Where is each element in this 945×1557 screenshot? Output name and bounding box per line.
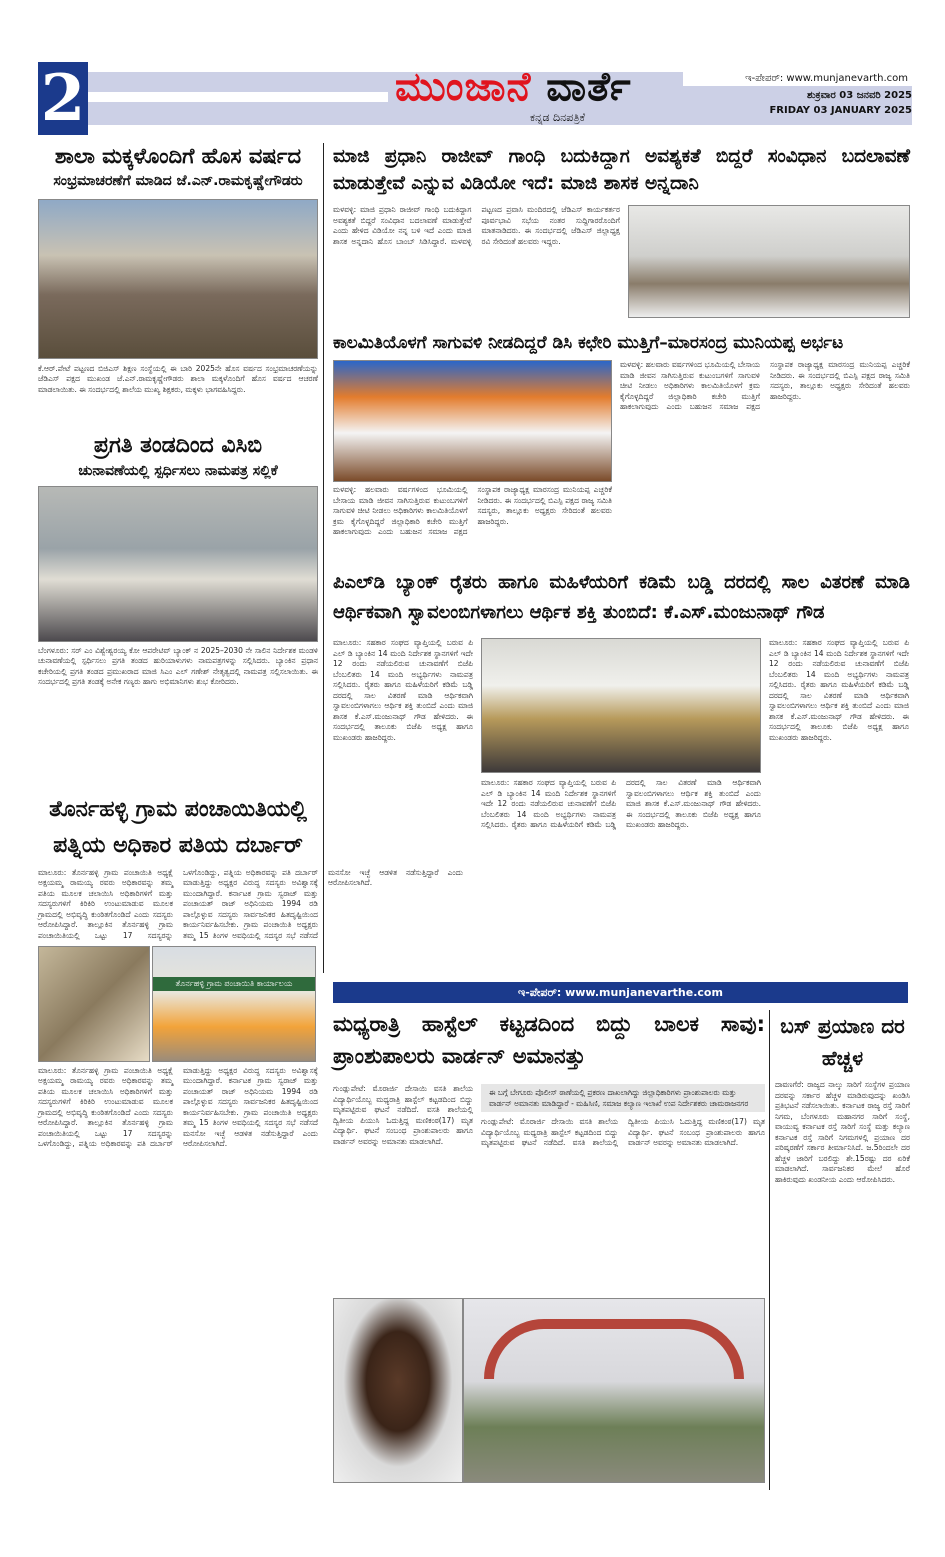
photo-panchayat-office [152, 946, 316, 1062]
body-pragati: ಬೆಂಗಳೂರು: ಸರ್ ಎಂ ವಿಶ್ವೇಶ್ವರಯ್ಯ ಕೋ ಆಪರೇಟಿವ್ ಬ್ಯಾಂಕ್ ನ 2025–2030 ನೇ ಸಾಲಿನ ನಿರ್ದೇಶಕ ಮಂಡಳಿ ಚುನಾವಣೆಯಲ್ಲಿ ಸ್ಪರ್ಧಿಸಲು ಪ್ರಗತಿ ತಂಡದ ಹುರಿಯಾಳುಗಳು ನಾಮಪತ್ರಗಳನ್ನು ಸಲ್ಲಿಸಿದರು. ಬ್ಯಾಂಕಿನ ಪ್ರಧಾನ ಕಚೇರಿಯಲ್ಲಿ ಪ್ರಗತಿ ತಂಡದ ಪ್ರಮುಖರಾದ ಮಾಜಿ ಸಿಎಂ ಎಲ್ ಗಣೇಶ್ ನೇತೃತ್ವದಲ್ಲಿ ನಾಮಪತ್ರ ಸಲ್ಲಿಸಲಾಯಿತು. ಈ ಸಂದರ್ಭದಲ್ಲಿ ಪ್ರಗತಿ ತಂಡಕ್ಕೆ ಅನೇಕ ಗಣ್ಯರು ಹಾಗು ಅಭಿಮಾನಿಗಳು ಶುಭ ಕೋರಿದರು. [38, 645, 318, 687]
epaper-banner[interactable]: ಇ-ಪೇಪರ್: www.munjanevarthe.com [333, 982, 908, 1003]
body-munniyappa-lower: ಮಳವಳ್ಳಿ: ಹಲವಾರು ವರ್ಷಗಳಿಂದ ಭೂಮಿಯಲ್ಲಿ ಬೇಸಾಯ ಮಾಡಿ ಜೀವನ ಸಾಗಿಸುತ್ತಿರುವ ಕುಟುಂಬಗಳಿಗೆ ಸಾಗುವಳಿ ಚೀಟಿ ನೀಡಲು ಅಧಿಕಾರಿಗಳು ಕಾಲಮಿತಿಯೊಳಗೆ ಕ್ರಮ ಕೈಗೊಳ್ಳದಿದ್ದರೆ ಜಿಲ್ಲಾಧಿಕಾರಿ ಕಚೇರಿ ಮುತ್ತಿಗೆ ಹಾಕಲಾಗುವುದು ಎಂದು ಬಹುಜನ ಸಮಾಜ ಪಕ್ಷದ ಸಂಸ್ಥಾಪಕ ರಾಜ್ಯಾಧ್ಯಕ್ಷ ಮಾರಸಂದ್ರ ಮುನಿಯಪ್ಪ ಎಚ್ಚರಿಕೆ ನೀಡಿದರು. ಈ ಸಂದರ್ಭದಲ್ಲಿ ಬಿಎಸ್ಪಿ ಪಕ್ಷದ ರಾಜ್ಯ ಸಮಿತಿ ಸದಸ್ಯರು, ತಾಲ್ಲೂಕು ಅಧ್ಯಕ್ಷರು ಸೇರಿದಂತೆ ಹಲವರು ಹಾಜರಿದ್ದರು. [333, 485, 612, 537]
photo-man-reading [38, 946, 150, 1062]
column-divider [323, 143, 324, 973]
munniyappa-left [333, 360, 612, 558]
page-number: 2 [38, 62, 88, 135]
right-column-upper [333, 143, 910, 975]
body-pld-bank-left: ಮಾಲೂರು: ಸಹಕಾರ ಸಂಘದ ವ್ಯಾಪ್ತಿಯಲ್ಲಿ ಬರುವ ಪಿ ಎಲ್ ಡಿ ಬ್ಯಾಂಕಿನ 14 ಮಂದಿ ನಿರ್ದೇಶಕ ಸ್ಥಾನಗಳಿಗೆ ಇದೇ 12 ರಂದು ನಡೆಯಲಿರುವ ಚುನಾವಣೆಗೆ ಬಿಜೆಪಿ ಬೆಂಬಲಿತರು 14 ಮಂದಿ ಅಭ್ಯರ್ಥಿಗಳು ನಾಮಪತ್ರ ಸಲ್ಲಿಸಿದರು. ರೈತರು ಹಾಗೂ ಮಹಿಳೆಯರಿಗೆ ಕಡಿಮೆ ಬಡ್ಡಿ ದರದಲ್ಲಿ ಸಾಲ ವಿತರಣೆ ಮಾಡಿ ಆರ್ಥಿಕವಾಗಿ ಸ್ವಾವಲಂಬಿಗಳಾಗಲು ಆರ್ಥಿಕ ಶಕ್ತಿ ತುಂಬಿದೆ ಎಂದು ಮಾಜಿ ಶಾಸಕ ಕೆ.ಎಸ್.ಮಂಜುನಾಥ್ ಗೌಡ ಹೇಳಿದರು. ಈ ಸಂದರ್ಭದಲ್ಲಿ ತಾಲೂಕು ಬಿಜೆಪಿ ಅಧ್ಯಕ್ಷ ಹಾಗೂ ಮುಖಂಡರು ಹಾಜರಿದ್ದರು. [333, 638, 473, 742]
date-kannada: ಶುಕ್ರವಾರ 03 ಜನವರಿ 2025 [807, 90, 912, 101]
date-english: FRIDAY 03 JANUARY 2025 [769, 105, 912, 116]
body-thornahalli-top: ಮಾಲೂರು: ತೊರ್ನಹಳ್ಳಿ ಗ್ರಾಮ ಪಂಚಾಯಿತಿ ಅಧ್ಯಕ್ಷೆ ಅಕ್ಷಯಮ್ಮ ರಾಮಯ್ಯ ರವರು ಅಧಿಕಾರವನ್ನು ತಮ್ಮ ಪತಿಯ ಮೂಲಕ ಚಲಾಯಿಸಿ ಅಧಿಕಾರಿಗಳಿಗೆ ಮತ್ತು ಸದಸ್ಯರುಗಳಿಗೆ ಕಿರಿಕಿರಿ ಉಂಟುಮಾಡುವ ಮೂಲಕ ಗ್ರಾಮದಲ್ಲಿ ಅಭಿವೃದ್ಧಿ ಕುಂಠಿತಗೊಂಡಿದೆ ಎಂದು ಸದಸ್ಯರು ಆರೋಪಿಸಿದ್ದಾರೆ. ತಾಲ್ಲೂಕಿನ ತೊರ್ನಹಳ್ಳಿ ಗ್ರಾಮ ಪಂಚಾಯಿತಿಯಲ್ಲಿ ಒಟ್ಟು 17 ಸದಸ್ಯರನ್ನು ಒಳಗೊಂಡಿದ್ದು, ಪತ್ನಿಯ ಅಧಿಕಾರವನ್ನು ಪತಿ ದರ್ಬಾರ್ ಮಾಡುತ್ತಿದ್ದು ಅಧ್ಯಕ್ಷರ ವಿರುದ್ಧ ಸದಸ್ಯರು ಅವಿಶ್ವಾಸಕ್ಕೆ ಮುಂದಾಗಿದ್ದಾರೆ. ಕರ್ನಾಟಕ ಗ್ರಾಮ ಸ್ವರಾಜ್ ಮತ್ತು ಪಂಚಾಯತ್ ರಾಜ್ ಅಧಿನಿಯಮ 1994 ರಡಿ ಪಾಲ್ಗೊಳ್ಳುವ ಸದಸ್ಯರು ಸಾರ್ವಜನಿಕರ ಹಿತದೃಷ್ಟಿಯಿಂದ ಕಾರ್ಯನಿರ್ವಹಿಸಬೇಕು. ಗ್ರಾಮ ಪಂಚಾಯಿತಿ ಅಧ್ಯಕ್ಷರು ತಮ್ಮ 15 ತಿಂಗಳ ಅವಧಿಯಲ್ಲಿ ಸದಸ್ಯರ ಸಭೆ ನಡೆಸದೆ ಮನಸೋ ಇಚ್ಛೆ ಆಡಳಿತ ನಡೆಸುತ್ತಿದ್ದಾರೆ ಎಂದು ಆರೋಪಿಸಲಾಗಿದೆ. [38, 867, 463, 940]
photo-school-celebration [38, 199, 318, 359]
subhead-pragati: ಚುನಾವಣೆಯಲ್ಲಿ ಸ್ಪರ್ಧಿಸಲು ನಾಮಪತ್ರ ಸಲ್ಲಿಕೆ [78, 463, 278, 480]
munniyappa-row [333, 360, 910, 558]
pld-row [333, 638, 910, 975]
photo-school-arch [463, 1298, 765, 1483]
hostel-right [481, 1084, 765, 1292]
headline-pragati: ಪ್ರಗತಿ ತಂಡದಿಂದ ವಿಸಿಬಿ [93, 432, 263, 458]
panchayat-sign: ತೊರ್ನಹಳ್ಳಿ ಗ್ರಾಮ ಪಂಚಾಯಿತಿ ಕಾರ್ಯಾಲಯ [153, 977, 315, 991]
body-pld-bank-right: ಮಾಲೂರು: ಸಹಕಾರ ಸಂಘದ ವ್ಯಾಪ್ತಿಯಲ್ಲಿ ಬರುವ ಪಿ ಎಲ್ ಡಿ ಬ್ಯಾಂಕಿನ 14 ಮಂದಿ ನಿರ್ದೇಶಕ ಸ್ಥಾನಗಳಿಗೆ ಇದೇ 12 ರಂದು ನಡೆಯಲಿರುವ ಚುನಾವಣೆಗೆ ಬಿಜೆಪಿ ಬೆಂಬಲಿತರು 14 ಮಂದಿ ಅಭ್ಯರ್ಥಿಗಳು ನಾಮಪತ್ರ ಸಲ್ಲಿಸಿದರು. ರೈತರು ಹಾಗೂ ಮಹಿಳೆಯರಿಗೆ ಕಡಿಮೆ ಬಡ್ಡಿ ದರದಲ್ಲಿ ಸಾಲ ವಿತರಣೆ ಮಾಡಿ ಆರ್ಥಿಕವಾಗಿ ಸ್ವಾವಲಂಬಿಗಳಾಗಲು ಆರ್ಥಿಕ ಶಕ್ತಿ ತುಂಬಿದೆ ಎಂದು ಮಾಜಿ ಶಾಸಕ ಕೆ.ಎಸ್.ಮಂಜುನಾಥ್ ಗೌಡ ಹೇಳಿದರು. ಈ ಸಂದರ್ಭದಲ್ಲಿ ತಾಲೂಕು ಬಿಜೆಪಿ ಅಧ್ಯಕ್ಷ ಹಾಗೂ ಮುಖಂಡರು ಹಾಜರಿದ್ದರು. [769, 638, 909, 742]
body-hostel-death-2: ಗುಂಡ್ಲುಪೇಟೆ: ಮೊರಾರ್ಜಿ ದೇಸಾಯಿ ವಸತಿ ಶಾಲೆಯ ವಿದ್ಯಾರ್ಥಿಯೊಬ್ಬ ಮಧ್ಯರಾತ್ರಿ ಹಾಸ್ಟೆಲ್ ಕಟ್ಟಡದಿಂದ ಬಿದ್ದು ಮೃತಪಟ್ಟಿರುವ ಘಟನೆ ನಡೆದಿದೆ. ವಸತಿ ಶಾಲೆಯಲ್ಲಿ ದ್ವಿತೀಯ ಪಿಯುಸಿ ಓದುತ್ತಿದ್ದ ಮಣಿಕಂಠ(17) ಮೃತ ವಿದ್ಯಾರ್ಥಿ. ಘಟನೆ ಸಂಬಂಧ ಪ್ರಾಂಶುಪಾಲರು ಹಾಗೂ ವಾರ್ಡನ್ ಅವರನ್ನು ಅಮಾನತು ಮಾಡಲಾಗಿದೆ. [481, 1117, 765, 1147]
logo-black: ವಾರ್ತೆ [546, 64, 632, 110]
headline-munniyappa: ಕಾಲಮಿತಿಯೊಳಗೆ ಸಾಗುವಳಿ ನೀಡದಿದ್ದರೆ ಡಿಸಿ ಕಛೇರಿ ಮುತ್ತಿಗೆ–ಮಾರಸಂದ್ರ ಮುನಿಯಪ್ಪ ಅರ್ಭಟ [333, 333, 844, 353]
column-divider-bus [769, 1010, 770, 1490]
epaper-url[interactable]: ಇ-ಪೇಪರ್: www.munjanevarth.com [683, 72, 912, 86]
bus-fare-article [775, 1010, 910, 1492]
body-annadani: ಮಳವಳ್ಳಿ: ಮಾಜಿ ಪ್ರಧಾನಿ ರಾಜೀವ್ ಗಾಂಧಿ ಬದುಕಿದ್ದಾಗ ಅವಶ್ಯಕತೆ ಬಿದ್ದರೆ ಸಂವಿಧಾನ ಬದಲಾವಣೆ ಮಾಡುತ್ತೇವೆ ಎಂದು ಹೇಳಿದ ವಿಡಿಯೋ ನನ್ನ ಬಳಿ ಇದೆ ಎಂದು ಮಾಜಿ ಶಾಸಕ ಅನ್ನದಾನಿ ಹೊಸ ಬಾಂಬ್ ಸಿಡಿಸಿದ್ದಾರೆ. ಮಳವಳ್ಳಿ ಪಟ್ಟಣದ ಪ್ರವಾಸಿ ಮಂದಿರದಲ್ಲಿ ಜೆಡಿಎಸ್ ಕಾರ್ಯಕರ್ತರ ಪೂರ್ವಭಾವಿ ಸಭೆಯ ನಂತರ ಸುದ್ದಿಗಾರರೊಂದಿಗೆ ಮಾತನಾಡಿದರು. ಈ ಸಂದರ್ಭದಲ್ಲಿ ಜೆಡಿಎಸ್ ಜಿಲ್ಲಾಧ್ಯಕ್ಷ ರವಿ ಸೇರಿದಂತೆ ಹಲವರು ಇದ್ದರು. [333, 205, 620, 246]
quote-box: ಈ ಬಗ್ಗೆ ಬೇಗೂರು ಪೊಲೀಸ್ ಠಾಣೆಯಲ್ಲಿ ಪ್ರಕರಣ ದಾಖಲಾಗಿದ್ದು ಜಿಲ್ಲಾಧಿಕಾರಿಗಳು ಪ್ರಾಂಶುಪಾಲರು ಮತ್ತು ವಾರ್ಡನ್ ಅಮಾನತು ಮಾಡಿದ್ದಾರೆ - ಮಹಿಸಿಣಿ, ಸಮಾಜ ಕಲ್ಯಾಣ ಇಲಾಖೆ ಉಪ ನಿರ್ದೇಶಕರು ಚಾಮರಾಜನಗರ [481, 1084, 765, 1112]
headline-hostel-death: ಮಧ್ಯರಾತ್ರಿ ಹಾಸ್ಟೆಲ್ ಕಟ್ಟಡದಿಂದ ಬಿದ್ದು ಬಾಲಕ ಸಾವು: ಪ್ರಾಂಶುಪಾಲರು ವಾರ್ಡನ್ ಅಮಾನತ್ತು [333, 1012, 765, 1068]
masthead-stripe [88, 92, 388, 102]
hostel-article [333, 1008, 765, 1483]
hostel-photo-row [333, 1298, 765, 1483]
body-thornahalli: ಮಾಲೂರು: ತೊರ್ನಹಳ್ಳಿ ಗ್ರಾಮ ಪಂಚಾಯಿತಿ ಅಧ್ಯಕ್ಷೆ ಅಕ್ಷಯಮ್ಮ ರಾಮಯ್ಯ ರವರು ಅಧಿಕಾರವನ್ನು ತಮ್ಮ ಪತಿಯ ಮೂಲಕ ಚಲಾಯಿಸಿ ಅಧಿಕಾರಿಗಳಿಗೆ ಮತ್ತು ಸದಸ್ಯರುಗಳಿಗೆ ಕಿರಿಕಿರಿ ಉಂಟುಮಾಡುವ ಮೂಲಕ ಗ್ರಾಮದಲ್ಲಿ ಅಭಿವೃದ್ಧಿ ಕುಂಠಿತಗೊಂಡಿದೆ ಎಂದು ಸದಸ್ಯರು ಆರೋಪಿಸಿದ್ದಾರೆ. ತಾಲ್ಲೂಕಿನ ತೊರ್ನಹಳ್ಳಿ ಗ್ರಾಮ ಪಂಚಾಯಿತಿಯಲ್ಲಿ ಒಟ್ಟು 17 ಸದಸ್ಯರನ್ನು ಒಳಗೊಂಡಿದ್ದು, ಪತ್ನಿಯ ಅಧಿಕಾರವನ್ನು ಪತಿ ದರ್ಬಾರ್ ಮಾಡುತ್ತಿದ್ದು ಅಧ್ಯಕ್ಷರ ವಿರುದ್ಧ ಸದಸ್ಯರು ಅವಿಶ್ವಾಸಕ್ಕೆ ಮುಂದಾಗಿದ್ದಾರೆ. ಕರ್ನಾಟಕ ಗ್ರಾಮ ಸ್ವರಾಜ್ ಮತ್ತು ಪಂಚಾಯತ್ ರಾಜ್ ಅಧಿನಿಯಮ 1994 ರಡಿ ಪಾಲ್ಗೊಳ್ಳುವ ಸದಸ್ಯರು ಸಾರ್ವಜನಿಕರ ಹಿತದೃಷ್ಟಿಯಿಂದ ಕಾರ್ಯನಿರ್ವಹಿಸಬೇಕು. ಗ್ರಾಮ ಪಂಚಾಯಿತಿ ಅಧ್ಯಕ್ಷರು ತಮ್ಮ 15 ತಿಂಗಳ ಅವಧಿಯಲ್ಲಿ ಸದಸ್ಯರ ಸಭೆ ನಡೆಸದೆ ಮನಸೋ ಇಚ್ಛೆ ಆಡಳಿತ ನಡೆಸುತ್ತಿದ್ದಾರೆ ಎಂದು ಆರೋಪಿಸಲಾಗಿದೆ. [38, 1065, 318, 1149]
hostel-row [333, 1084, 765, 1292]
photo-annadani-meeting [628, 205, 910, 318]
thornahalli-photo-row [38, 946, 318, 1062]
logo-red: ಮುಂಜಾನೆ [395, 64, 532, 110]
body-hostel-death-1: ಗುಂಡ್ಲುಪೇಟೆ: ಮೊರಾರ್ಜಿ ದೇಸಾಯಿ ವಸತಿ ಶಾಲೆಯ ವಿದ್ಯಾರ್ಥಿಯೊಬ್ಬ ಮಧ್ಯರಾತ್ರಿ ಹಾಸ್ಟೆಲ್ ಕಟ್ಟಡದಿಂದ ಬಿದ್ದು ಮೃತಪಟ್ಟಿರುವ ಘಟನೆ ನಡೆದಿದೆ. ವಸತಿ ಶಾಲೆಯಲ್ಲಿ ದ್ವಿತೀಯ ಪಿಯುಸಿ ಓದುತ್ತಿದ್ದ ಮಣಿಕಂಠ(17) ಮೃತ ವಿದ್ಯಾರ್ಥಿ. ಘಟನೆ ಸಂಬಂಧ ಪ್ರಾಂಶುಪಾಲರು ಹಾಗೂ ವಾರ್ಡನ್ ಅವರನ್ನು ಅಮಾನತು ಮಾಡಲಾಗಿದೆ. [333, 1084, 473, 1146]
annadani-row [333, 205, 910, 321]
newspaper-logo [395, 66, 632, 108]
body-munniyappa: ಮಳವಳ್ಳಿ: ಹಲವಾರು ವರ್ಷಗಳಿಂದ ಭೂಮಿಯಲ್ಲಿ ಬೇಸಾಯ ಮಾಡಿ ಜೀವನ ಸಾಗಿಸುತ್ತಿರುವ ಕುಟುಂಬಗಳಿಗೆ ಸಾಗುವಳಿ ಚೀಟಿ ನೀಡಲು ಅಧಿಕಾರಿಗಳು ಕಾಲಮಿತಿಯೊಳಗೆ ಕ್ರಮ ಕೈಗೊಳ್ಳದಿದ್ದರೆ ಜಿಲ್ಲಾಧಿಕಾರಿ ಕಚೇರಿ ಮುತ್ತಿಗೆ ಹಾಕಲಾಗುವುದು ಎಂದು ಬಹುಜನ ಸಮಾಜ ಪಕ್ಷದ ಸಂಸ್ಥಾಪಕ ರಾಜ್ಯಾಧ್ಯಕ್ಷ ಮಾರಸಂದ್ರ ಮುನಿಯಪ್ಪ ಎಚ್ಚರಿಕೆ ನೀಡಿದರು. ಈ ಸಂದರ್ಭದಲ್ಲಿ ಬಿಎಸ್ಪಿ ಪಕ್ಷದ ರಾಜ್ಯ ಸಮಿತಿ ಸದಸ್ಯರು, ತಾಲ್ಲೂಕು ಅಧ್ಯಕ್ಷರು ಸೇರಿದಂತೆ ಹಲವರು ಹಾಜರಿದ್ದರು. [620, 360, 910, 412]
caption-school-newyear: ಕೆ.ಆರ್.ಪೇಟೆ ಪಟ್ಟಣದ ಬಿಜಿಎಸ್ ಶಿಕ್ಷಣ ಸಂಸ್ಥೆಯಲ್ಲಿ ಈ ಬಾರಿ 2025ನೇ ಹೊಸ ವರ್ಷದ ಸಂಭ್ರಮಾಚರಣೆಯನ್ನು ಜೆಡಿಎಸ್ ಪಕ್ಷದ ಮುಖಂಡ ಜೆ.ಎನ್.ರಾಮಕೃಷ್ಣೇಗೌಡರು ಶಾಲಾ ಮಕ್ಕಳೊಂದಿಗೆ ಹೊಸ ವರ್ಷದ ಆಚರಣೆ ಮಾಡಲಾಯಿತು. ಈ ಸಂದರ್ಭದಲ್ಲಿ ಶಾಲೆಯ ಮುಖ್ಯ ಶಿಕ್ಷಕರು, ಮಕ್ಕಳು ಭಾಗವಹಿಸಿದ್ದರು. [38, 363, 318, 394]
headline-school-newyear: ಶಾಲಾ ಮಕ್ಕಳೊಂದಿಗೆ ಹೊಸ ವರ್ಷದ [54, 144, 302, 168]
headline-thornahalli: ತೊರ್ನಹಳ್ಳಿ ಗ್ರಾಮ ಪಂಚಾಯಿತಿಯಲ್ಲಿ ಪತ್ನಿಯ ಅಧಿಕಾರ ಪತಿಯ ದರ್ಬಾರ್ [49, 796, 307, 858]
photo-bsp-meeting [333, 360, 612, 482]
headline-annadani: ಮಾಜಿ ಪ್ರಧಾನಿ ರಾಜೀವ್ ಗಾಂಧಿ ಬದುಕಿದ್ದಾಗ ಅವಶ್ಯಕತೆ ಬಿದ್ದರೆ ಸಂವಿಧಾನ ಬದಲಾವಣೆ ಮಾಡುತ್ತೇವೆ ಎನ್ನುವ ವಿಡಿಯೋ ಇದೆ: ಮಾಜಿ ಶಾಸಕ ಅನ್ನದಾನಿ [333, 146, 910, 194]
photo-student [333, 1298, 463, 1483]
headline-bus-fare: ಬಸ್ ಪ್ರಯಾಣ ದರ ಹೆಚ್ಚಳ [780, 1014, 905, 1070]
body-bus-fare: ದಾವಣಗೆರೆ: ರಾಜ್ಯದ ನಾಲ್ಕು ಸಾರಿಗೆ ಸಂಸ್ಥೆಗಳ ಪ್ರಯಾಣ ದರವನ್ನು ಸರ್ಕಾರ ಹೆಚ್ಚಳ ಮಾಡಿರುವುದನ್ನು ಖಂಡಿಸಿ ಪ್ರತಿಭಟನೆ ನಡೆಸಲಾಯಿತು. ಕರ್ನಾಟಕ ರಾಜ್ಯ ರಸ್ತೆ ಸಾರಿಗೆ ನಿಗಮ, ಬೆಂಗಳೂರು ಮಹಾನಗರ ಸಾರಿಗೆ ಸಂಸ್ಥೆ, ವಾಯುವ್ಯ ಕರ್ನಾಟಕ ರಸ್ತೆ ಸಾರಿಗೆ ಸಂಸ್ಥೆ ಮತ್ತು ಕಲ್ಯಾಣ ಕರ್ನಾಟಕ ರಸ್ತೆ ಸಾರಿಗೆ ನಿಗಮಗಳಲ್ಲಿ ಪ್ರಯಾಣ ದರ ಪರಿಷ್ಕರಣೆಗೆ ಸರ್ಕಾರ ತೀರ್ಮಾನಿಸಿದೆ. ಜ.5ರಿಂದಲೇ ದರ ಹೆಚ್ಚಳ ಜಾರಿಗೆ ಬರಲಿದ್ದು ಶೇ.15ರಷ್ಟು ದರ ಏರಿಕೆ ಮಾಡಲಾಗಿದೆ. ಸಾರ್ವಜನಿಕರ ಮೇಲೆ ಹೊರೆ ಹಾಕಿರುವುದು ಖಂಡನೀಯ ಎಂದು ಆರೋಪಿಸಿದರು. [775, 1080, 910, 1184]
arch-gate [484, 1319, 744, 1379]
headline-pld-bank: ಪಿಎಲ್‌ಡಿ ಬ್ಯಾಂಕ್ ರೈತರು ಹಾಗೂ ಮಹಿಳೆಯರಿಗೆ ಕಡಿಮೆ ಬಡ್ಡಿ ದರದಲ್ಲಿ ಸಾಲ ವಿತರಣೆ ಮಾಡಿ ಆರ್ಥಿಕವಾಗಿ ಸ್ವಾವಲಂಬಿಗಳಾಗಲು ಆರ್ಥಿಕ ಶಕ್ತಿ ತುಂಬಿದೆ: ಕೆ.ಎಸ್.ಮಂಜುನಾಥ್ ಗೌಡ [333, 572, 910, 624]
tagline: ಕನ್ನಡ ದಿನಪತ್ರಿಕೆ [530, 111, 586, 124]
pld-middle [481, 638, 761, 975]
photo-pld-candidates [481, 638, 761, 773]
subhead-school-newyear: ಸಂಭ್ರಮಾಚರಣೆಗೆ ಮಾಡಿದ ಜೆ.ಎನ್.ರಾಮಕೃಷ್ಣೇಗೌಡರು [53, 173, 303, 190]
body-pld-bank-middle: ಮಾಲೂರು: ಸಹಕಾರ ಸಂಘದ ವ್ಯಾಪ್ತಿಯಲ್ಲಿ ಬರುವ ಪಿ ಎಲ್ ಡಿ ಬ್ಯಾಂಕಿನ 14 ಮಂದಿ ನಿರ್ದೇಶಕ ಸ್ಥಾನಗಳಿಗೆ ಇದೇ 12 ರಂದು ನಡೆಯಲಿರುವ ಚುನಾವಣೆಗೆ ಬಿಜೆಪಿ ಬೆಂಬಲಿತರು 14 ಮಂದಿ ಅಭ್ಯರ್ಥಿಗಳು ನಾಮಪತ್ರ ಸಲ್ಲಿಸಿದರು. ರೈತರು ಹಾಗೂ ಮಹಿಳೆಯರಿಗೆ ಕಡಿಮೆ ಬಡ್ಡಿ ದರದಲ್ಲಿ ಸಾಲ ವಿತರಣೆ ಮಾಡಿ ಆರ್ಥಿಕವಾಗಿ ಸ್ವಾವಲಂಬಿಗಳಾಗಲು ಆರ್ಥಿಕ ಶಕ್ತಿ ತುಂಬಿದೆ ಎಂದು ಮಾಜಿ ಶಾಸಕ ಕೆ.ಎಸ್.ಮಂಜುನಾಥ್ ಗೌಡ ಹೇಳಿದರು. ಈ ಸಂದರ್ಭದಲ್ಲಿ ತಾಲೂಕು ಬಿಜೆಪಿ ಅಧ್ಯಕ್ಷ ಹಾಗೂ ಮುಖಂಡರು ಹಾಜರಿದ್ದರು. [481, 778, 761, 830]
photo-nomination-group [38, 486, 318, 642]
